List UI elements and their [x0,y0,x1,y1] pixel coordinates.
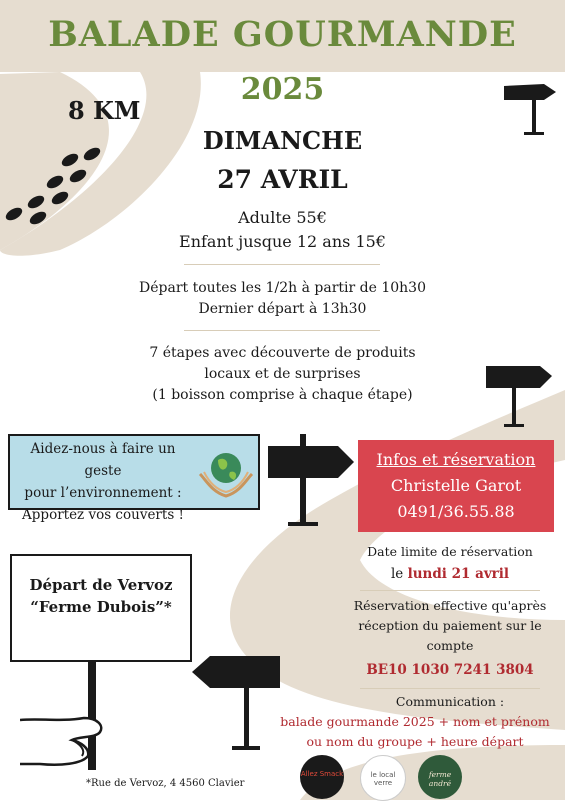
adult-price: Adulte 55€ [238,208,327,227]
environment-line: Aidez-nous à faire un geste [30,441,176,479]
environment-text [12,438,194,526]
program-line: (1 boisson comprise à chaque étape) [152,387,413,403]
payment-line: compte [426,638,474,653]
start-sign-text [12,574,190,618]
bank-account: BE10 1030 7241 3804 [366,662,534,678]
signpost-icon [262,434,358,530]
hand-holding-sign-icon [20,660,120,790]
earth-hands-icon [196,444,256,504]
environment-line: Apportez vos couverts ! [22,507,184,523]
event-day: DIMANCHE [202,126,363,155]
sponsor-logo: Allez Smack [300,755,344,799]
page-title: BALADE GOURMANDE [48,14,517,55]
communication-line: ou nom du groupe + heure départ [306,734,524,749]
program-line: locaux et de surprises [204,366,361,382]
communication-text: + nom et prénom [434,714,550,729]
contact-name: Christelle Garot [390,476,522,495]
divider [360,590,540,591]
sponsor-logo: ferme andré [418,755,462,799]
program-line: 7 étapes avec découverte de produits [149,345,416,361]
divider [184,330,380,331]
deadline-prefix: le [390,566,404,582]
contact-phone: 0491/36.55.88 [397,502,515,521]
departure-info: Départ toutes les 1/2h à partir de 10h30 [139,280,426,296]
divider [184,264,380,265]
deadline-label: Date limite de réservation [367,544,533,559]
communication-line [270,714,560,729]
event-year: 2025 [240,72,325,107]
deadline-date-line [338,566,562,582]
communication-label: Communication : [395,694,505,709]
divider [360,688,540,689]
last-departure: Dernier départ à 13h30 [198,301,367,317]
info-title: Infos et réservation [376,450,536,469]
deadline-date: lundi 21 avril [407,566,510,582]
payment-line: réception du paiement sur le [358,618,542,633]
sponsor-logo: le local verre [360,755,406,801]
child-price: Enfant jusque 12 ans 15€ [179,232,386,251]
start-farm: “Ferme Dubois”* [30,598,172,616]
start-location: Départ de Vervoz [29,576,173,594]
communication-text: balade gourmande 2025 [280,714,435,729]
payment-line: Réservation effective qu'après [353,598,547,613]
environment-line: pour l’environnement : [24,485,182,501]
distance-label: 8 KM [68,96,141,125]
event-date: 27 AVRIL [217,165,348,194]
address: *Rue de Vervoz, 4 4560 Clavier [86,778,245,789]
